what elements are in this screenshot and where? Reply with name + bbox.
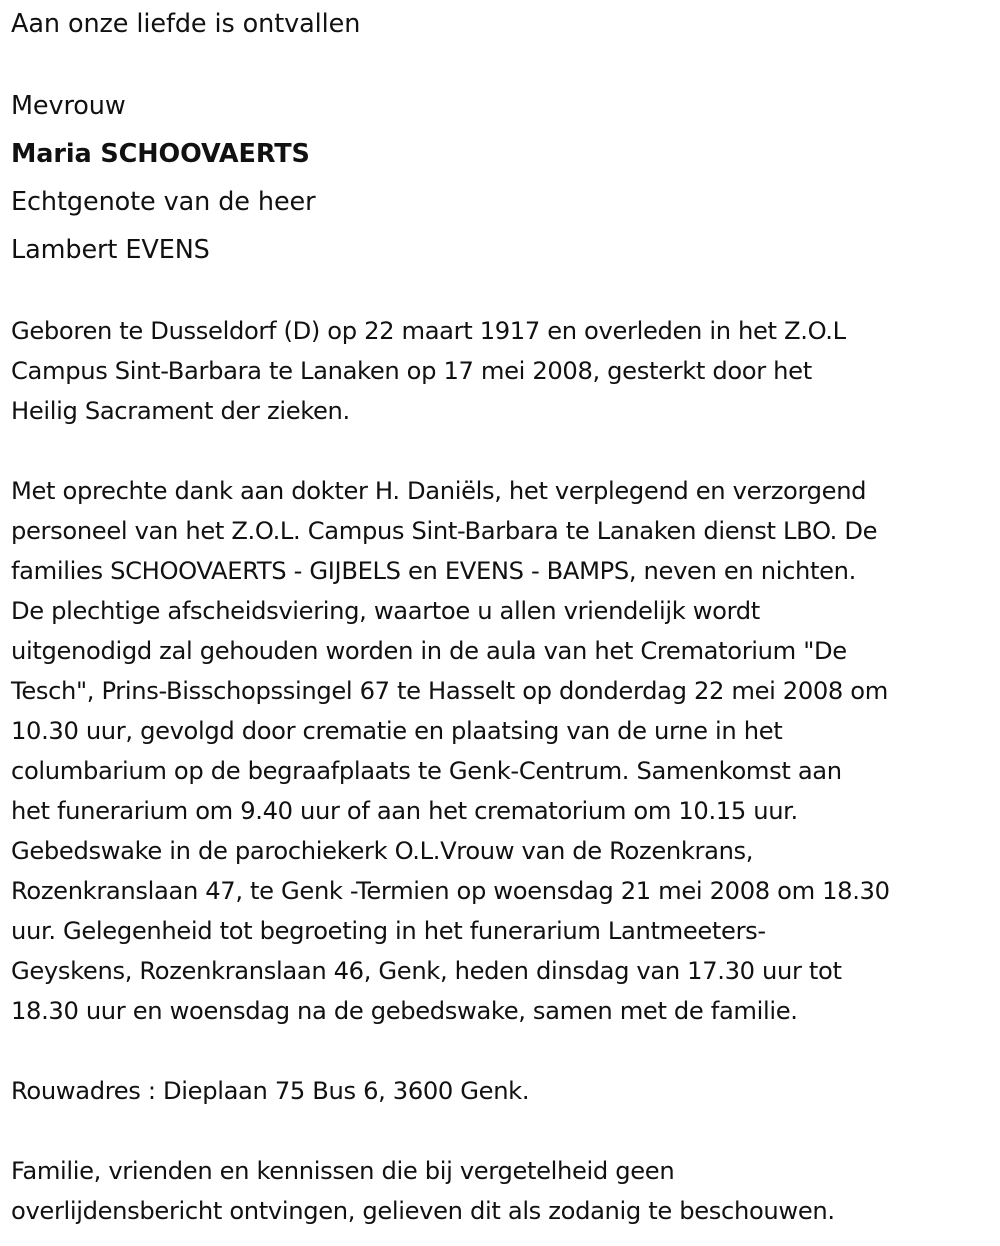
paragraph-line: Tesch", Prins-Bisschopssingel 67 te Hasselt op donderdag 22 mei 2008 om [11,677,888,705]
paragraph-line: overlijdensbericht ontvingen, gelieven dit als zodanig te beschouwen. [11,1197,835,1225]
paragraph-line: het funerarium om 9.40 uur of aan het crematorium om 10.15 uur. [11,797,798,825]
mourning-address: Rouwadres : Dieplaan 75 Bus 6, 3600 Genk. [11,1077,530,1105]
paragraph-line: Rozenkranslaan 47, te Genk -Termien op woensdag 21 mei 2008 om 18.30 [11,877,890,905]
spouse-name: Lambert EVENS [11,235,210,265]
relation-line: Echtgenote van de heer [11,187,316,217]
paragraph-line: uur. Gelegenheid tot begroeting in het funerarium Lantmeeters- [11,917,766,945]
intro-line: Aan onze liefde is ontvallen [11,9,361,39]
paragraph-line: De plechtige afscheidsviering, waartoe u allen vriendelijk wordt [11,597,760,625]
paragraph-line: 10.30 uur, gevolgd door crematie en plaatsing van de urne in het [11,717,783,745]
paragraph-line: Heilig Sacrament der zieken. [11,397,350,425]
deceased-name: Maria SCHOOVAERTS [11,139,310,169]
paragraph-line: Campus Sint-Barbara te Lanaken op 17 mei 2008, gesterkt door het [11,357,812,385]
title-line: Mevrouw [11,91,126,121]
paragraph-line: Gebedswake in de parochiekerk O.L.Vrouw van de Rozenkrans, [11,837,754,865]
paragraph-line: Geyskens, Rozenkranslaan 46, Genk, heden dinsdag van 17.30 uur tot [11,957,842,985]
paragraph-line: Geboren te Dusseldorf (D) op 22 maart 1917 en overleden in het Z.O.L [11,317,846,345]
paragraph-line: 18.30 uur en woensdag na de gebedswake, samen met de familie. [11,997,798,1025]
paragraph-line: uitgenodigd zal gehouden worden in de aula van het Crematorium "De [11,637,847,665]
paragraph-line: columbarium op de begraafplaats te Genk-Centrum. Samenkomst aan [11,757,842,785]
paragraph-line: families SCHOOVAERTS - GIJBELS en EVENS - BAMPS, neven en nichten. [11,557,856,585]
paragraph-line: personeel van het Z.O.L. Campus Sint-Barbara te Lanaken dienst LBO. De [11,517,878,545]
paragraph-line: Met oprechte dank aan dokter H. Daniëls, het verplegend en verzorgend [11,477,867,505]
paragraph-line: Familie, vrienden en kennissen die bij vergetelheid geen [11,1157,675,1185]
